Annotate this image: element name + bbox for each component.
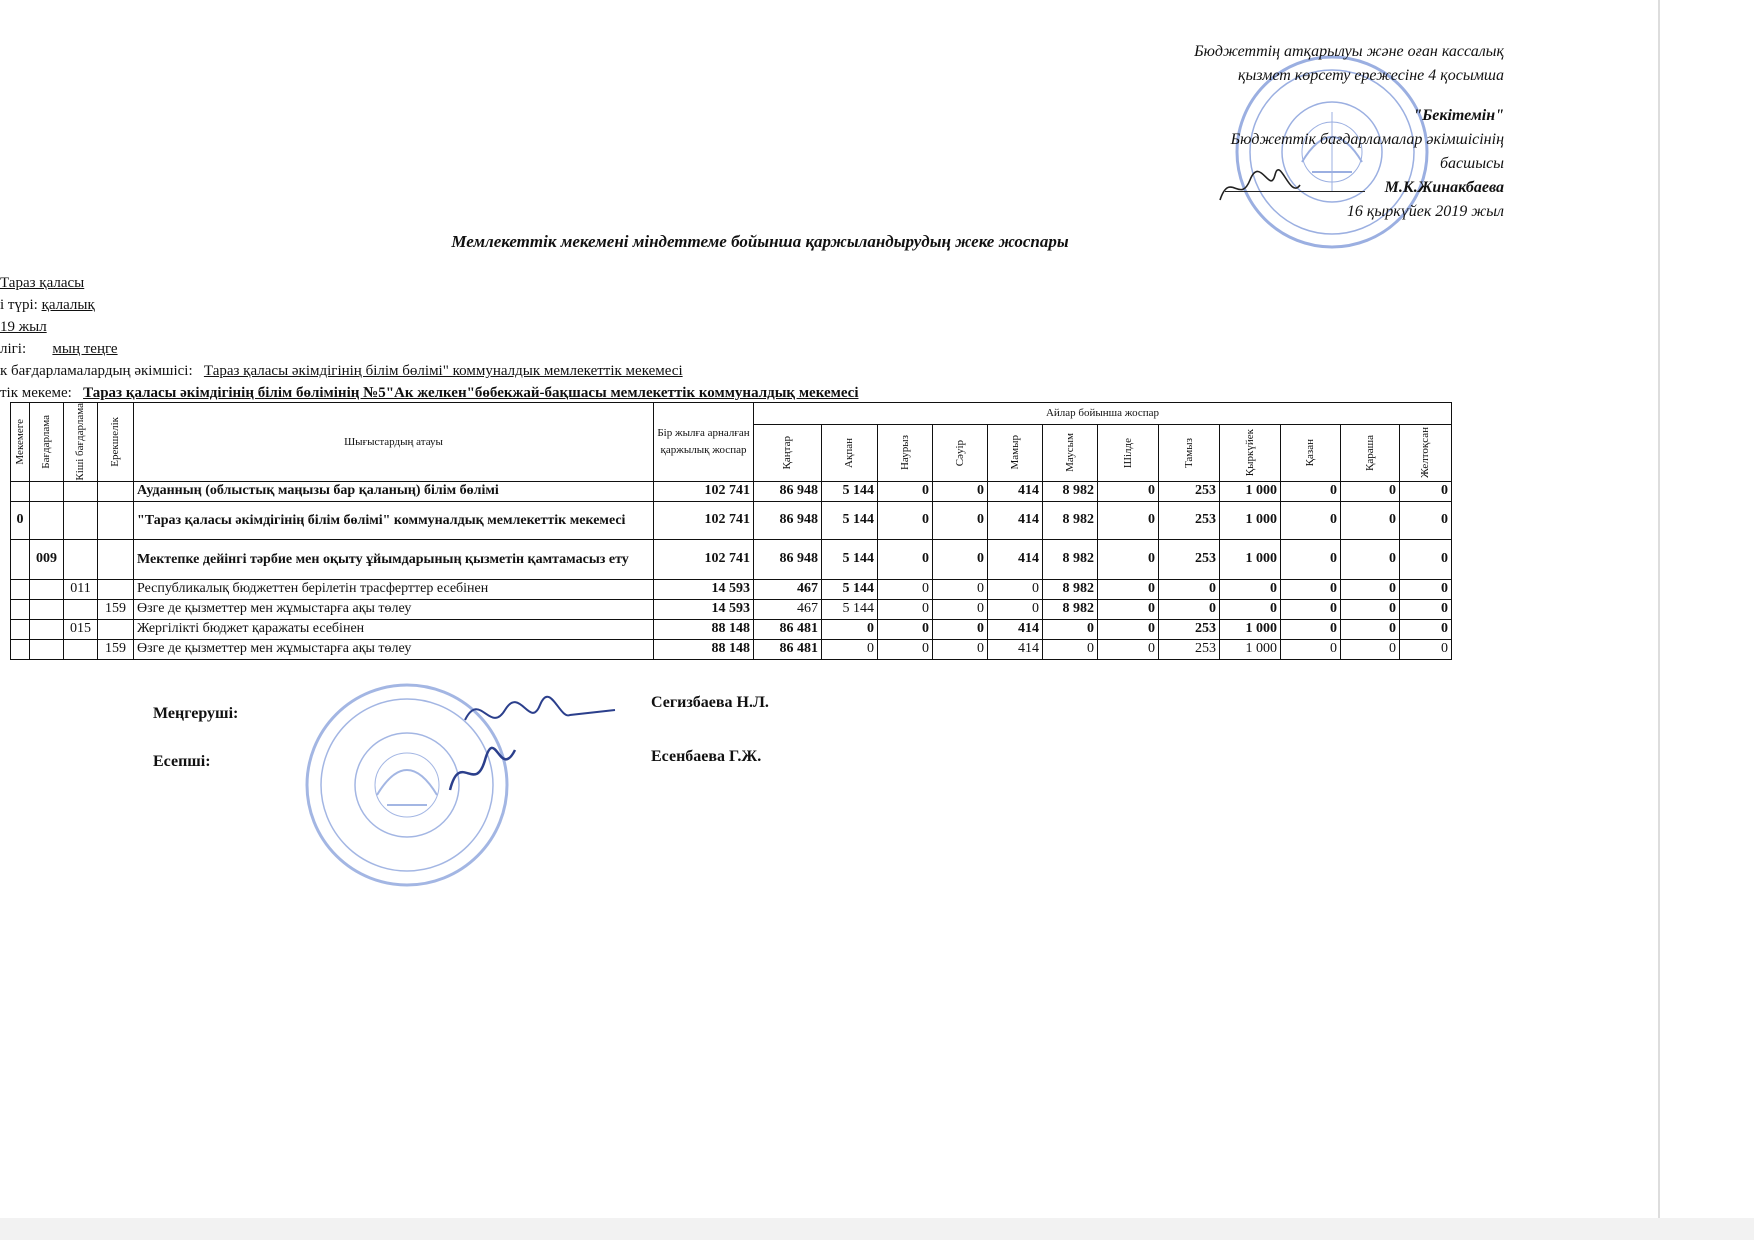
cell-month: 0	[1400, 599, 1452, 619]
cell-month: 0	[1098, 619, 1159, 639]
cell-month: 0	[1098, 481, 1159, 501]
meta-admin-label: к бағдарламалардың әкімшісі:	[0, 363, 193, 379]
header-c2: Бағдарлама	[30, 403, 64, 482]
table-row	[11, 599, 1452, 619]
header-annual: Бір жылға арналған қаржылық жоспар	[654, 403, 754, 482]
table-row	[11, 579, 1452, 599]
table-row	[11, 639, 1452, 659]
cell-month: 0	[878, 501, 933, 539]
cell-month: 0	[822, 619, 878, 639]
cell-month: 86 481	[754, 619, 822, 639]
meta-admin-value: Тараз қаласы әкімдігінің білім бөлімі" коммуналдык мемлекеттік мекемесі	[203, 363, 683, 379]
cell-c2	[30, 501, 64, 539]
meta-unit-label: лігі:	[0, 341, 27, 357]
cell-c2	[30, 599, 64, 619]
cell-month: 0	[933, 619, 988, 639]
table-row	[11, 619, 1452, 639]
header-month: Тамыз	[1159, 424, 1220, 481]
cell-month: 86 948	[754, 539, 822, 579]
cell-c4: 159	[98, 599, 134, 619]
cell-annual: 14 593	[654, 599, 754, 619]
cell-month: 0	[1281, 599, 1341, 619]
cell-month: 0	[1341, 619, 1400, 639]
cell-month: 0	[1341, 579, 1400, 599]
cell-c3	[64, 639, 98, 659]
cell-month: 0	[1281, 539, 1341, 579]
cell-name: Ауданның (облыстық маңызы бар қаланың) білім бөлімі	[134, 481, 654, 501]
cell-month: 0	[1400, 539, 1452, 579]
cell-annual: 102 741	[654, 501, 754, 539]
cell-c1	[11, 619, 30, 639]
cell-c3	[64, 481, 98, 501]
cell-c3	[64, 599, 98, 619]
cell-name: Жергілікті бюджет қаражаты есебінен	[134, 619, 654, 639]
cell-month: 0	[1043, 619, 1098, 639]
cell-month: 5 144	[822, 481, 878, 501]
cell-month: 414	[988, 639, 1043, 659]
cell-month: 0	[933, 639, 988, 659]
cell-month: 0	[1220, 579, 1281, 599]
cell-month: 0	[1400, 579, 1452, 599]
cell-month: 253	[1159, 539, 1220, 579]
cell-month: 0	[933, 539, 988, 579]
cell-month: 86 948	[754, 481, 822, 501]
cell-c3: 011	[64, 579, 98, 599]
cell-c4	[98, 539, 134, 579]
cell-month: 467	[754, 599, 822, 619]
header-month: Желтоқсан	[1400, 424, 1452, 481]
cell-month: 0	[878, 599, 933, 619]
table-row	[11, 481, 1452, 501]
cell-month: 0	[878, 481, 933, 501]
cell-month: 5 144	[822, 579, 878, 599]
meta-type-value: қалалық	[41, 297, 95, 313]
header-month: Наурыз	[878, 424, 933, 481]
cell-month: 0	[1281, 639, 1341, 659]
cell-month: 0	[878, 579, 933, 599]
cell-month: 0	[933, 599, 988, 619]
cell-month: 0	[1341, 481, 1400, 501]
cell-month: 467	[754, 579, 822, 599]
cell-c2	[30, 481, 64, 501]
cell-month: 414	[988, 539, 1043, 579]
cell-month: 0	[1281, 481, 1341, 501]
cell-month: 1 000	[1220, 619, 1281, 639]
header-month: Маусым	[1043, 424, 1098, 481]
table-row	[11, 501, 1452, 539]
cell-month: 8 982	[1043, 539, 1098, 579]
cell-annual: 14 593	[654, 579, 754, 599]
page-edge-bottom	[0, 1218, 1754, 1240]
cell-c1	[11, 599, 30, 619]
cell-month: 414	[988, 501, 1043, 539]
cell-month: 1 000	[1220, 639, 1281, 659]
cell-month: 0	[988, 579, 1043, 599]
cell-name: "Тараз қаласы әкімдігінің білім бөлімі" коммуналдық мемлекеттік мекемесі	[134, 501, 654, 539]
cell-annual: 88 148	[654, 639, 754, 659]
cell-c4	[98, 619, 134, 639]
cell-month: 1 000	[1220, 481, 1281, 501]
header-month: Қазан	[1281, 424, 1341, 481]
cell-month: 8 982	[1043, 599, 1098, 619]
cell-month: 253	[1159, 619, 1220, 639]
cell-month: 0	[878, 639, 933, 659]
cell-month: 0	[1400, 481, 1452, 501]
cell-month: 0	[1043, 639, 1098, 659]
cell-month: 8 982	[1043, 481, 1098, 501]
approve-label: "Бекітемін"	[1413, 107, 1504, 124]
cell-c4	[98, 481, 134, 501]
admin-line-1: Бюджеттік бағдарламалар әкімшісінің	[1230, 131, 1504, 148]
cell-month: 253	[1159, 639, 1220, 659]
cell-c2	[30, 619, 64, 639]
cell-c4	[98, 501, 134, 539]
cell-month: 5 144	[822, 539, 878, 579]
table-header-row-1	[11, 403, 1452, 425]
cell-month: 0	[1220, 599, 1281, 619]
cell-month: 0	[933, 501, 988, 539]
cell-month: 5 144	[822, 501, 878, 539]
cell-month: 0	[1098, 579, 1159, 599]
cell-month: 0	[1341, 501, 1400, 539]
cell-c1: 0	[11, 501, 30, 539]
manager-label: Меңгеруші:	[153, 705, 239, 722]
table-body	[11, 481, 1452, 659]
cell-c2	[30, 639, 64, 659]
cell-month: 414	[988, 481, 1043, 501]
header-c3: Кіші бағдарлама	[64, 403, 98, 482]
meta-city: Тараз қаласы	[0, 275, 85, 291]
cell-c2: 009	[30, 539, 64, 579]
cell-c3	[64, 501, 98, 539]
cell-c3	[64, 539, 98, 579]
cell-month: 253	[1159, 481, 1220, 501]
cell-name: Өзге де қызметтер мен жұмыстарға ақы төлеу	[134, 599, 654, 619]
cell-month: 86 481	[754, 639, 822, 659]
appendix-line-1: Бюджеттің атқарылуы және оған кассалық	[1194, 43, 1504, 60]
cell-annual: 88 148	[654, 619, 754, 639]
cell-month: 0	[1341, 539, 1400, 579]
manager-name: Сегизбаева Н.Л.	[651, 694, 769, 711]
header-month: Қыркүйек	[1220, 424, 1281, 481]
cell-month: 0	[1400, 619, 1452, 639]
financing-plan-table	[10, 402, 1452, 660]
cell-month: 0	[1098, 639, 1159, 659]
cell-name: Мектепке дейінгі тәрбие мен оқыту ұйымдарының қызметін қамтамасыз ету	[134, 539, 654, 579]
cell-month: 86 948	[754, 501, 822, 539]
cell-month: 1 000	[1220, 501, 1281, 539]
table-row	[11, 539, 1452, 579]
cell-month: 0	[933, 481, 988, 501]
cell-month: 0	[1341, 599, 1400, 619]
header-month: Қараша	[1341, 424, 1400, 481]
cell-month: 1 000	[1220, 539, 1281, 579]
cell-month: 0	[1400, 639, 1452, 659]
cell-month: 414	[988, 619, 1043, 639]
cell-c1	[11, 579, 30, 599]
meta-institution-value: Тараз қаласы әкімдігінің білім бөлімінің №5"Ак желкен"бөбекжай-бақшасы мемлекеттік коммуналдық мекемесі	[83, 385, 859, 401]
header-name: Шығыстардың атауы	[134, 403, 654, 482]
cell-month: 0	[822, 639, 878, 659]
accountant-signature	[440, 740, 520, 800]
cell-c2	[30, 579, 64, 599]
accountant-label: Есепші:	[153, 753, 211, 770]
cell-month: 253	[1159, 501, 1220, 539]
cell-month: 8 982	[1043, 579, 1098, 599]
cell-c1	[11, 539, 30, 579]
cell-c4: 159	[98, 639, 134, 659]
document-title: Мемлекеттік мекемені міндеттеме бойынша қаржыландырудың жеке жоспары	[451, 232, 1069, 251]
admin-line-2: басшысы	[1440, 155, 1504, 172]
cell-month: 0	[1400, 501, 1452, 539]
cell-month: 8 982	[1043, 501, 1098, 539]
cell-name: Өзге де қызметтер мен жұмыстарға ақы төлеу	[134, 639, 654, 659]
meta-institution-label: тік мекеме:	[0, 385, 72, 401]
cell-c4	[98, 579, 134, 599]
cell-month: 0	[1159, 579, 1220, 599]
meta-year: 19 жыл	[0, 319, 47, 335]
handwritten-signature-top	[1215, 165, 1305, 210]
manager-signature	[460, 690, 620, 740]
cell-month: 0	[1098, 599, 1159, 619]
meta-unit-value: мың теңге	[52, 341, 118, 357]
cell-annual: 102 741	[654, 481, 754, 501]
cell-c3: 015	[64, 619, 98, 639]
cell-c1	[11, 481, 30, 501]
appendix-line-2: қызмет көрсету ережесіне 4 қосымша	[1237, 67, 1504, 84]
cell-month: 0	[933, 579, 988, 599]
header-month: Қаңтар	[754, 424, 822, 481]
cell-month: 0	[1098, 539, 1159, 579]
header-c1: Мекемеге	[11, 403, 30, 482]
cell-month: 5 144	[822, 599, 878, 619]
accountant-name: Есенбаева Г.Ж.	[651, 748, 762, 765]
header-month: Шілде	[1098, 424, 1159, 481]
cell-month: 0	[1098, 501, 1159, 539]
page-edge-right	[1658, 0, 1660, 1240]
meta-type-label: і түрі:	[0, 297, 38, 313]
cell-month: 0	[988, 599, 1043, 619]
header-month: Ақпан	[822, 424, 878, 481]
cell-month: 0	[1341, 639, 1400, 659]
cell-month: 0	[1281, 619, 1341, 639]
approval-date: 16 қыркүйек 2019 жыл	[1346, 203, 1504, 220]
cell-month: 0	[1281, 579, 1341, 599]
cell-c1	[11, 639, 30, 659]
cell-month: 0	[1159, 599, 1220, 619]
header-month: Сәуір	[933, 424, 988, 481]
cell-month: 0	[878, 619, 933, 639]
cell-month: 0	[1281, 501, 1341, 539]
cell-annual: 102 741	[654, 539, 754, 579]
cell-name: Республикалық бюджеттен берілетін трасферттер есебінен	[134, 579, 654, 599]
document-meta	[0, 272, 859, 404]
signer-name: М.К.Жинакбаева	[1384, 179, 1504, 196]
header-months-title: Айлар бойынша жоспар	[754, 403, 1452, 425]
header-month: Мамыр	[988, 424, 1043, 481]
header-c4: Ерекшелік	[98, 403, 134, 482]
cell-month: 0	[878, 539, 933, 579]
